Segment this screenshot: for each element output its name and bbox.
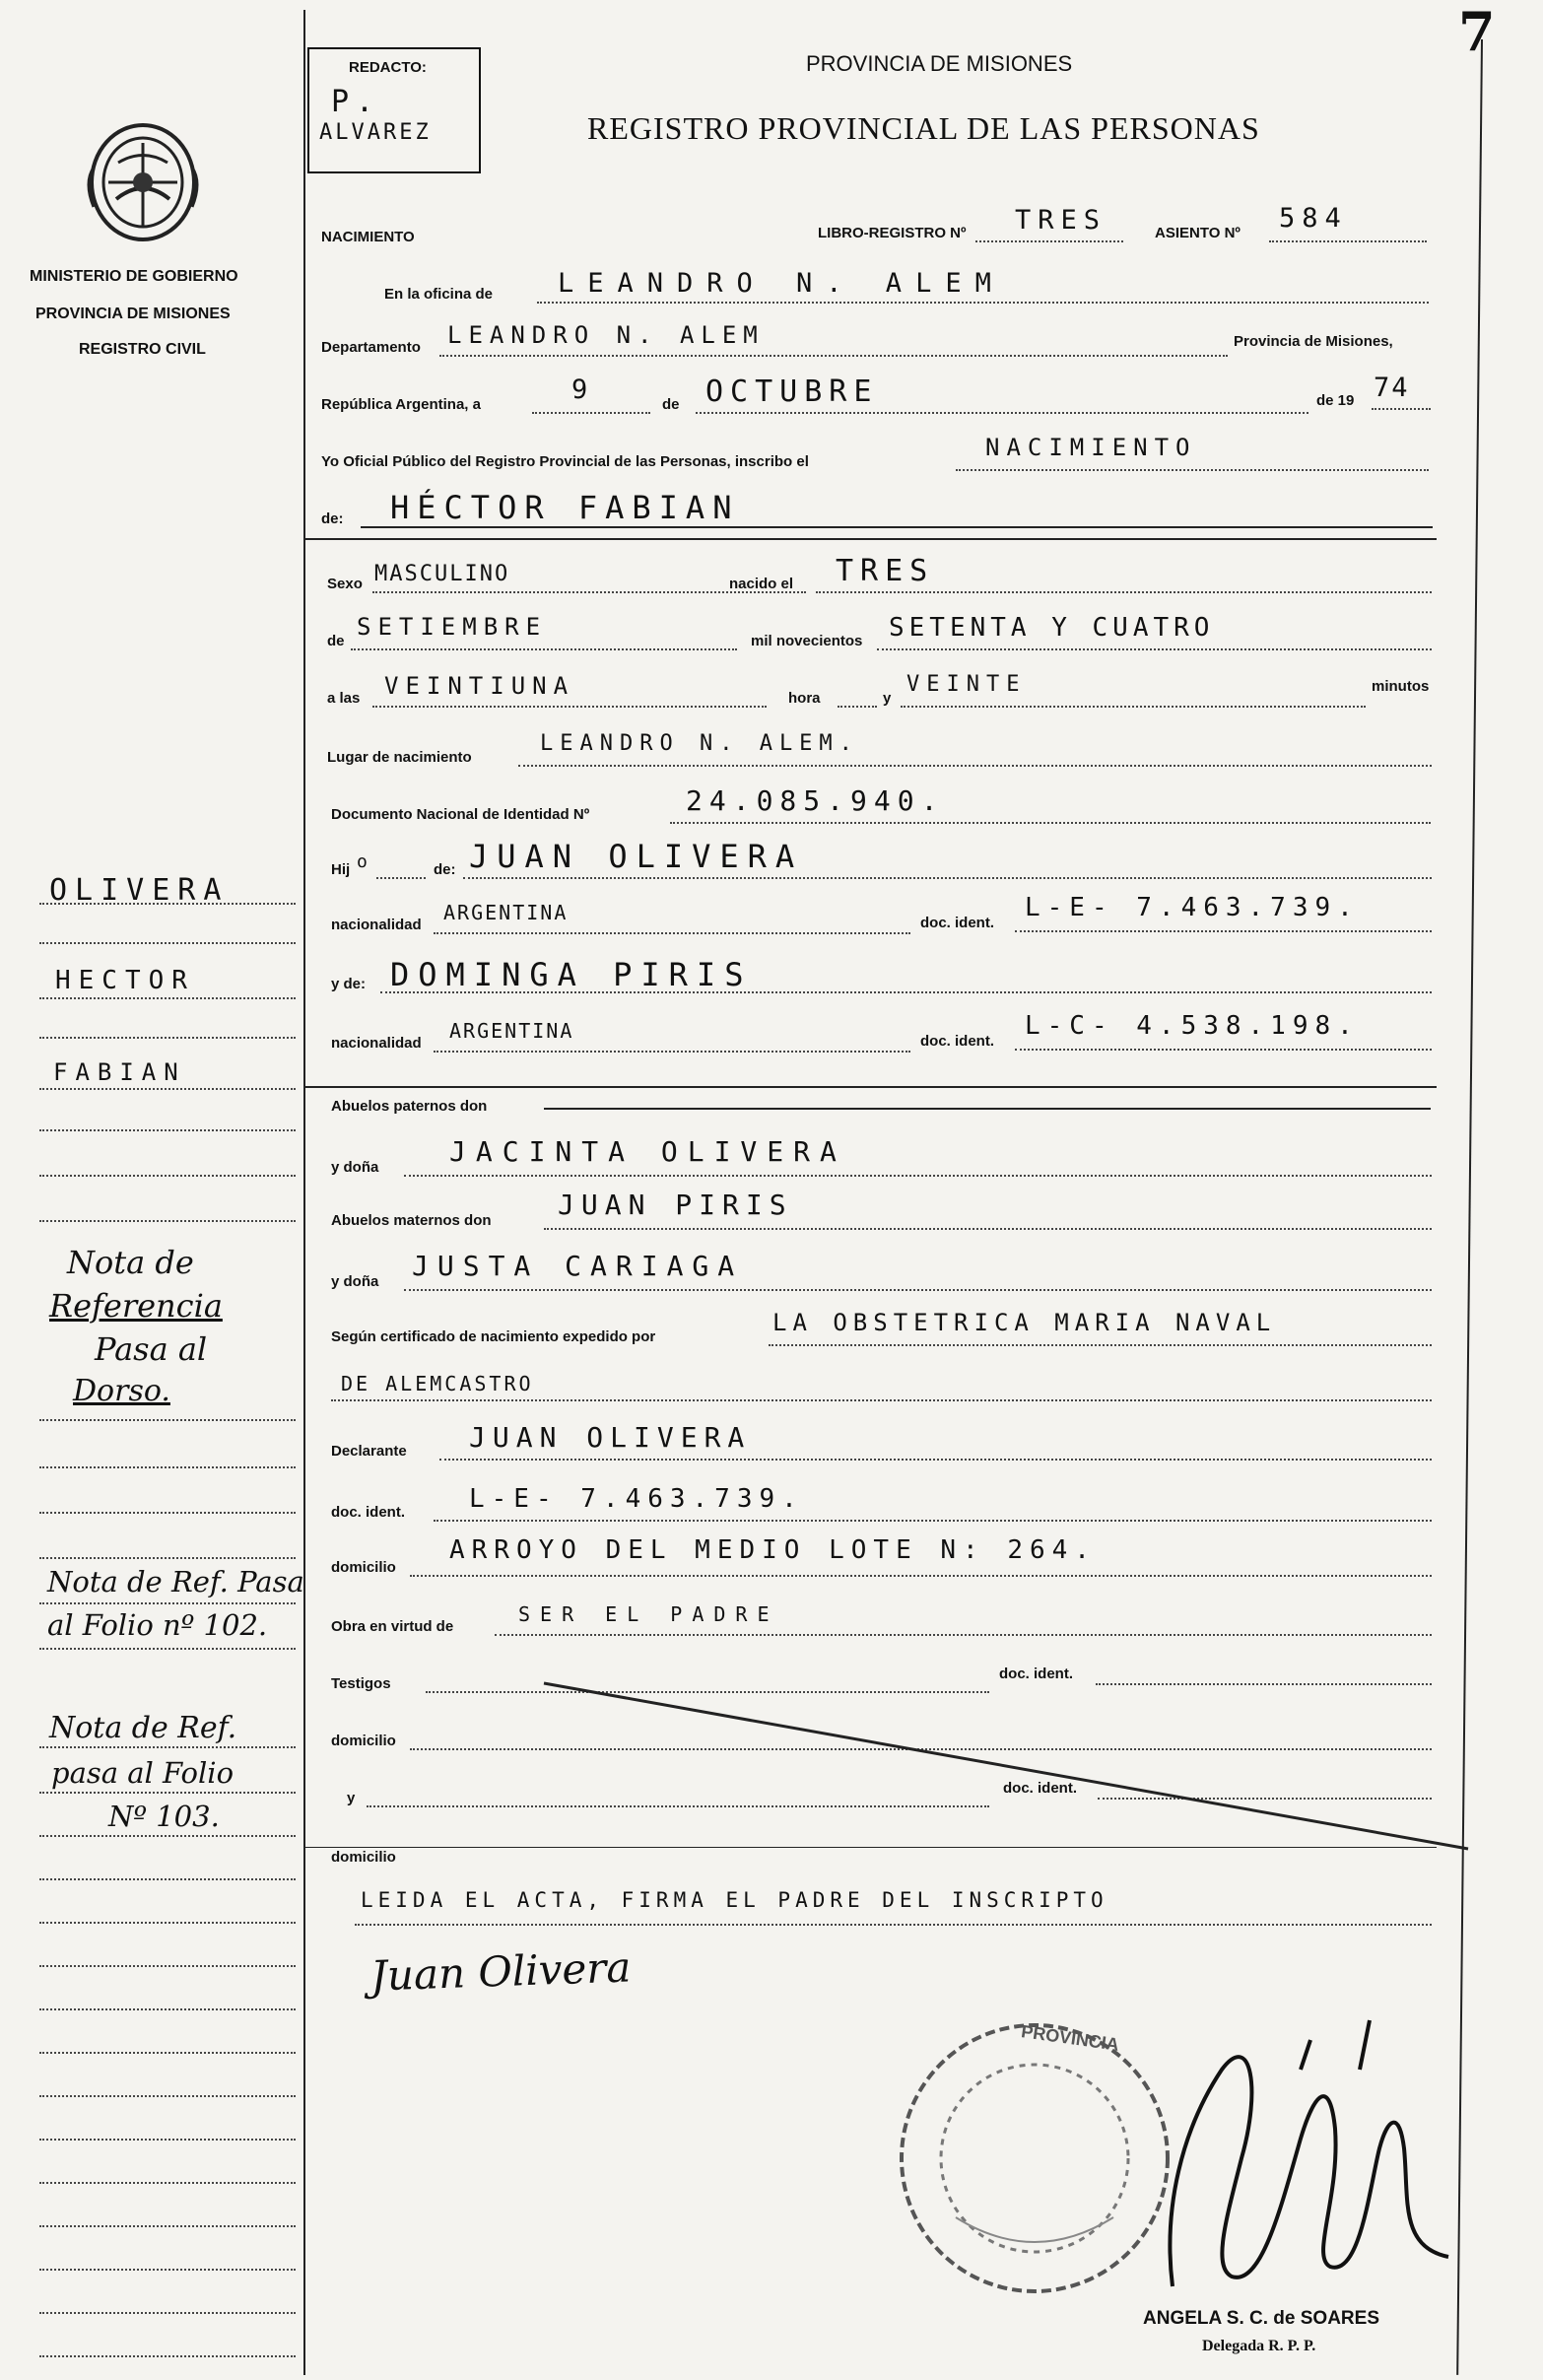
y-label: y	[883, 690, 892, 707]
margin-nota3-line3: Nº 103.	[108, 1800, 220, 1833]
anio-value: 74	[1374, 373, 1410, 403]
asiento-label: ASIENTO Nº	[1155, 225, 1241, 241]
de-nombre-label: de:	[321, 510, 344, 527]
page-number: 7	[1458, 0, 1496, 63]
minutos-label: minutos	[1372, 678, 1430, 695]
nombre-value: HÉCTOR FABIAN	[390, 489, 740, 526]
yo-label: Yo Oficial Público del Registro Provincial de las Personas, inscribo el	[321, 453, 809, 470]
alas-label: a las	[327, 690, 361, 707]
declarante-value: JUAN OLIVERA	[469, 1421, 752, 1454]
nacionalidad-padre-label: nacionalidad	[331, 917, 422, 933]
abuela-mat-value: JUSTA CARIAGA	[412, 1250, 744, 1282]
redacto-box	[307, 47, 481, 173]
domicilio-testigo2-label: domicilio	[331, 1849, 396, 1866]
sexo-value: MASCULINO	[374, 562, 510, 586]
sexo-label: Sexo	[327, 576, 363, 592]
redacto-label: REDACTO:	[349, 59, 427, 76]
lugar-value: LEANDRO N. ALEM.	[540, 731, 859, 756]
official-title: Delegada R. P. P.	[1202, 2338, 1316, 2354]
stamp-text: PROVINCIA	[1020, 2021, 1120, 2055]
de-label: de	[662, 396, 680, 413]
margin-nota3-line2: pasa al Folio	[51, 1756, 235, 1790]
minutos-value: VEINTE	[906, 672, 1027, 697]
declarante-label: Declarante	[331, 1443, 407, 1460]
margin-nota2-line1: Nota de Ref. Pasa	[47, 1565, 304, 1598]
margin-nombre1: HECTOR	[55, 966, 195, 995]
ydona-pat-label: y doña	[331, 1159, 379, 1176]
dni-value: 24.085.940.	[686, 784, 945, 817]
provincia-label: Provincia de Misiones,	[1234, 333, 1393, 350]
certificado-label: Según certificado de nacimiento expedido por	[331, 1328, 656, 1345]
doc-madre-value: L-C- 4.538.198.	[1025, 1011, 1360, 1041]
padre-value: JUAN OLIVERA	[469, 838, 804, 875]
abuelos-mat-label: Abuelos maternos don	[331, 1212, 492, 1229]
mil-label: mil novecientos	[751, 633, 863, 649]
departamento-label: Departamento	[321, 339, 421, 356]
ministry-label: MINISTERIO DE GOBIERNO	[30, 268, 238, 285]
margin-nota1-line3: Pasa al	[95, 1330, 208, 1368]
obra-value: SER EL PADRE	[518, 1602, 779, 1626]
ydona-mat-label: y doña	[331, 1273, 379, 1290]
redacto-name: ALVAREZ	[319, 120, 432, 145]
margin-nota3-line1: Nota de Ref.	[49, 1711, 237, 1745]
domicilio-value: ARROYO DEL MEDIO LOTE N: 264.	[449, 1535, 1097, 1565]
margin-nota1-line4: Dorso.	[73, 1374, 170, 1408]
doc-testigo1-label: doc. ident.	[999, 1666, 1073, 1682]
hijo-de-label: de:	[434, 861, 456, 878]
header-province: PROVINCIA DE MISIONES	[806, 51, 1073, 76]
de19-label: de 19	[1316, 392, 1355, 409]
doc-declarante-label: doc. ident.	[331, 1504, 405, 1521]
official-name: ANGELA S. C. de SOARES	[1143, 2308, 1379, 2329]
coat-of-arms-icon	[79, 118, 207, 246]
doc-padre-label: doc. ident.	[920, 915, 994, 931]
dia-value: 9	[571, 374, 595, 405]
y-testigo2-label: y	[347, 1790, 356, 1806]
de-mes-label: de	[327, 633, 345, 649]
asiento-value: 584	[1279, 203, 1348, 234]
abuelos-pat-label: Abuelos paternos don	[331, 1098, 488, 1115]
abuela-pat-value: JACINTA OLIVERA	[449, 1135, 846, 1168]
domicilio-testigo1-label: domicilio	[331, 1733, 396, 1749]
testigos-label: Testigos	[331, 1675, 391, 1692]
oficina-value: LEANDRO N. ALEM	[558, 268, 1005, 299]
margin-nota1-line1: Nota de	[67, 1244, 194, 1281]
testigos-strike-line	[532, 1675, 1478, 1853]
nacimiento-label: NACIMIENTO	[321, 229, 415, 245]
hijo-label: Hij	[331, 861, 351, 878]
mes-value: OCTUBRE	[705, 374, 879, 409]
madre-value: DOMINGA PIRIS	[390, 956, 753, 993]
firma-padre: Juan Olivera	[369, 1942, 633, 2001]
departamento-value: LEANDRO N. ALEM	[447, 321, 765, 349]
margin-nota2-line2: al Folio nº 102.	[47, 1608, 268, 1642]
obra-label: Obra en virtud de	[331, 1618, 454, 1635]
certificado-value: LA OBSTETRICA MARIA NAVAL	[772, 1309, 1277, 1336]
doc-padre-value: L-E- 7.463.739.	[1025, 893, 1360, 922]
libro-label: LIBRO-REGISTRO Nº	[818, 225, 967, 241]
hijo-suffix: o	[357, 851, 374, 872]
mes2-value: SETIEMBRE	[357, 613, 548, 641]
nacido-value: TRES	[836, 554, 935, 588]
doc-declarante-value: L-E- 7.463.739.	[469, 1484, 804, 1514]
province-label: PROVINCIA DE MISIONES	[35, 306, 231, 322]
civil-registry-label: REGISTRO CIVIL	[79, 341, 206, 358]
dni-label: Documento Nacional de Identidad Nº	[331, 806, 590, 823]
leida-value: LEIDA EL ACTA, FIRMA EL PADRE DEL INSCRIPTO	[361, 1888, 1108, 1912]
margin-nota1-line2: Referencia	[49, 1287, 223, 1325]
margin-nombre2: FABIAN	[53, 1058, 186, 1086]
abuelo-mat-value: JUAN PIRIS	[558, 1189, 793, 1221]
libro-value: TRES	[1015, 205, 1107, 236]
margin-divider	[303, 10, 305, 2375]
yo-value: NACIMIENTO	[985, 434, 1197, 461]
hora-label: hora	[788, 690, 821, 707]
yde-label: y de:	[331, 976, 367, 992]
hora-value: VEINTIUNA	[384, 672, 575, 700]
nacionalidad-padre-value: ARGENTINA	[443, 901, 569, 924]
official-signature	[1133, 2010, 1478, 2296]
lugar-label: Lugar de nacimiento	[327, 749, 472, 766]
nacionalidad-madre-label: nacionalidad	[331, 1035, 422, 1052]
margin-apellido: OLIVERA	[49, 873, 230, 908]
doc-testigo2-label: doc. ident.	[1003, 1780, 1077, 1797]
certificado-value2: DE ALEMCASTRO	[341, 1372, 534, 1395]
nacionalidad-madre-value: ARGENTINA	[449, 1019, 574, 1043]
header-registry: REGISTRO PROVINCIAL DE LAS PERSONAS	[587, 110, 1260, 146]
anio-texto-value: SETENTA Y CUATRO	[889, 613, 1215, 643]
oficina-label: En la oficina de	[384, 286, 494, 303]
domicilio-label: domicilio	[331, 1559, 396, 1576]
republica-label: República Argentina, a	[321, 396, 481, 413]
redacto-initial: P.	[331, 85, 381, 119]
nacido-label: nacido el	[729, 576, 794, 592]
doc-madre-label: doc. ident.	[920, 1033, 994, 1050]
